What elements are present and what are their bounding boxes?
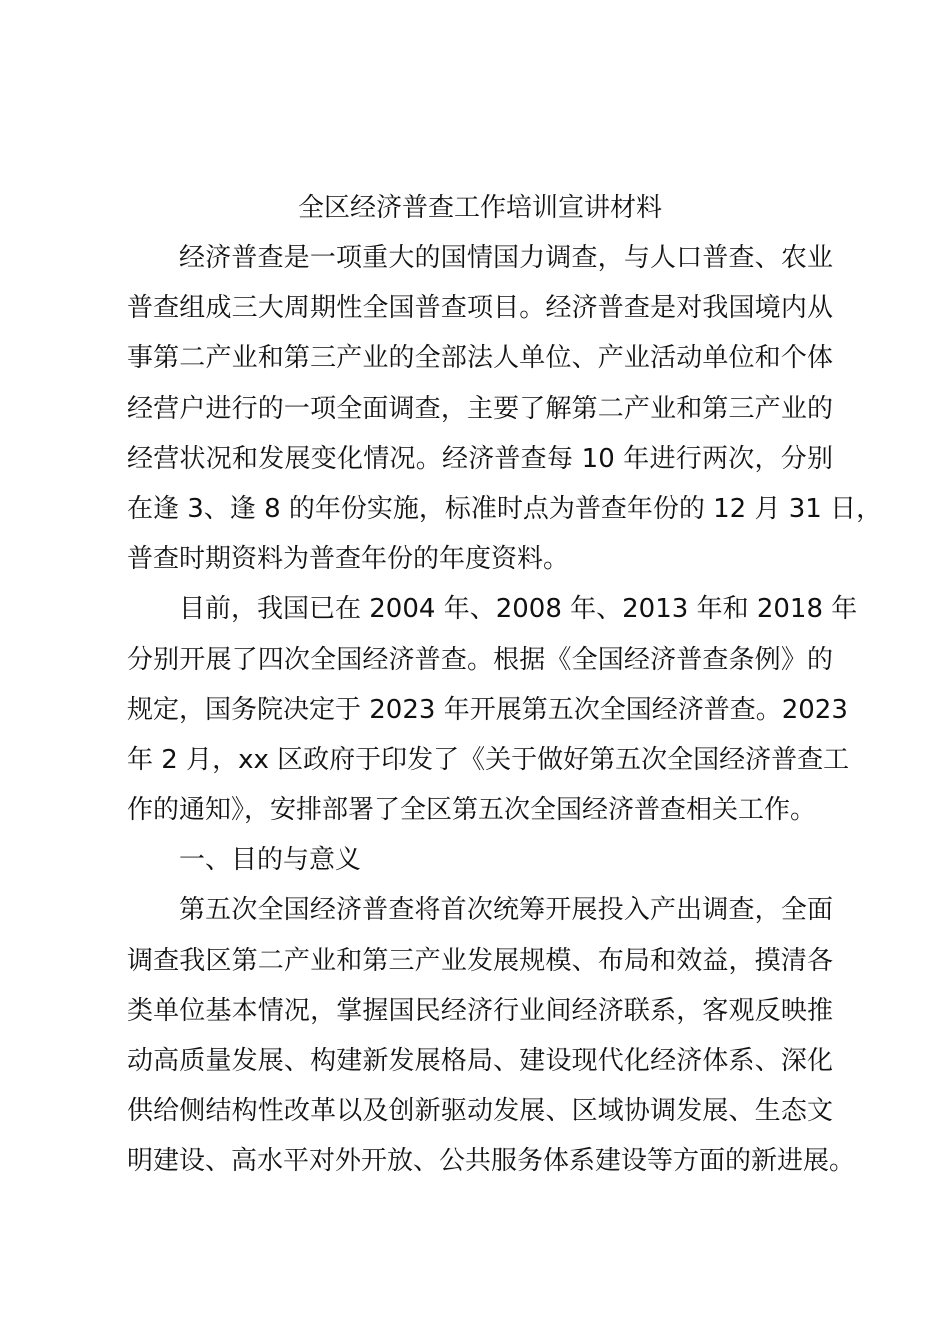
text-line: 经营状况和发展变化情况。经济普查每 10 年进行两次，分别 — [127, 443, 833, 474]
paragraph-intro — [127, 233, 883, 584]
text-line: 明建设、高水平对外开放、公共服务体系建设等方面的新进展。 — [127, 1146, 856, 1177]
text-line: 事第二产业和第三产业的全部法人单位、产业活动单位和个体 — [127, 343, 833, 374]
document-title: 全区经济普查工作培训宣讲材料 — [297, 193, 662, 223]
text-line: 动高质量发展、构建新发展格局、建设现代化经济体系、深化 — [127, 1046, 833, 1076]
text-line: 普查组成三大周期性全国普查项目。经济普查是对我国境内从 — [127, 293, 833, 324]
text-line: 分别开展了四次全国经济普查。根据《全国经济普查条例》的 — [127, 644, 833, 675]
paragraph-purpose — [127, 885, 856, 1186]
paragraph-background — [127, 584, 858, 835]
section-heading: 一、目的与意义 — [179, 845, 362, 876]
text-line: 规定，国务院决定于 2023 年开展第五次全国经济普查。2023 — [127, 694, 848, 725]
text-line: 经营户进行的一项全面调查，主要了解第二产业和第三产业的 — [127, 393, 833, 424]
text-line: 目前，我国已在 2004 年、2008 年、2013 年和 2018 年 — [179, 594, 858, 625]
text-line: 类单位基本情况，掌握国民经济行业间经济联系，客观反映推 — [127, 995, 833, 1026]
document-body — [127, 183, 883, 1187]
text-line: 供给侧结构性改革以及创新驱动发展、区域协调发展、生态文 — [127, 1096, 833, 1127]
text-line: 作的通知》，安排部署了全区第五次全国经济普查相关工作。 — [127, 795, 817, 826]
text-line: 普查时期资料为普查年份的年度资料。 — [127, 544, 570, 575]
text-line: 经济普查是一项重大的国情国力调查，与人口普查、农业 — [179, 243, 833, 273]
text-line: 第五次全国经济普查将首次统筹开展投入产出调查，全面 — [179, 895, 833, 926]
text-line: 调查我区第二产业和第三产业发展规模、布局和效益，摸清各 — [127, 945, 833, 976]
text-line: 年 2 月，xx 区政府于印发了《关于做好第五次全国经济普查工 — [127, 744, 850, 775]
text-line: 在逢 3、逢 8 的年份实施，标准时点为普查年份的 12 月 31 日， — [127, 493, 883, 524]
